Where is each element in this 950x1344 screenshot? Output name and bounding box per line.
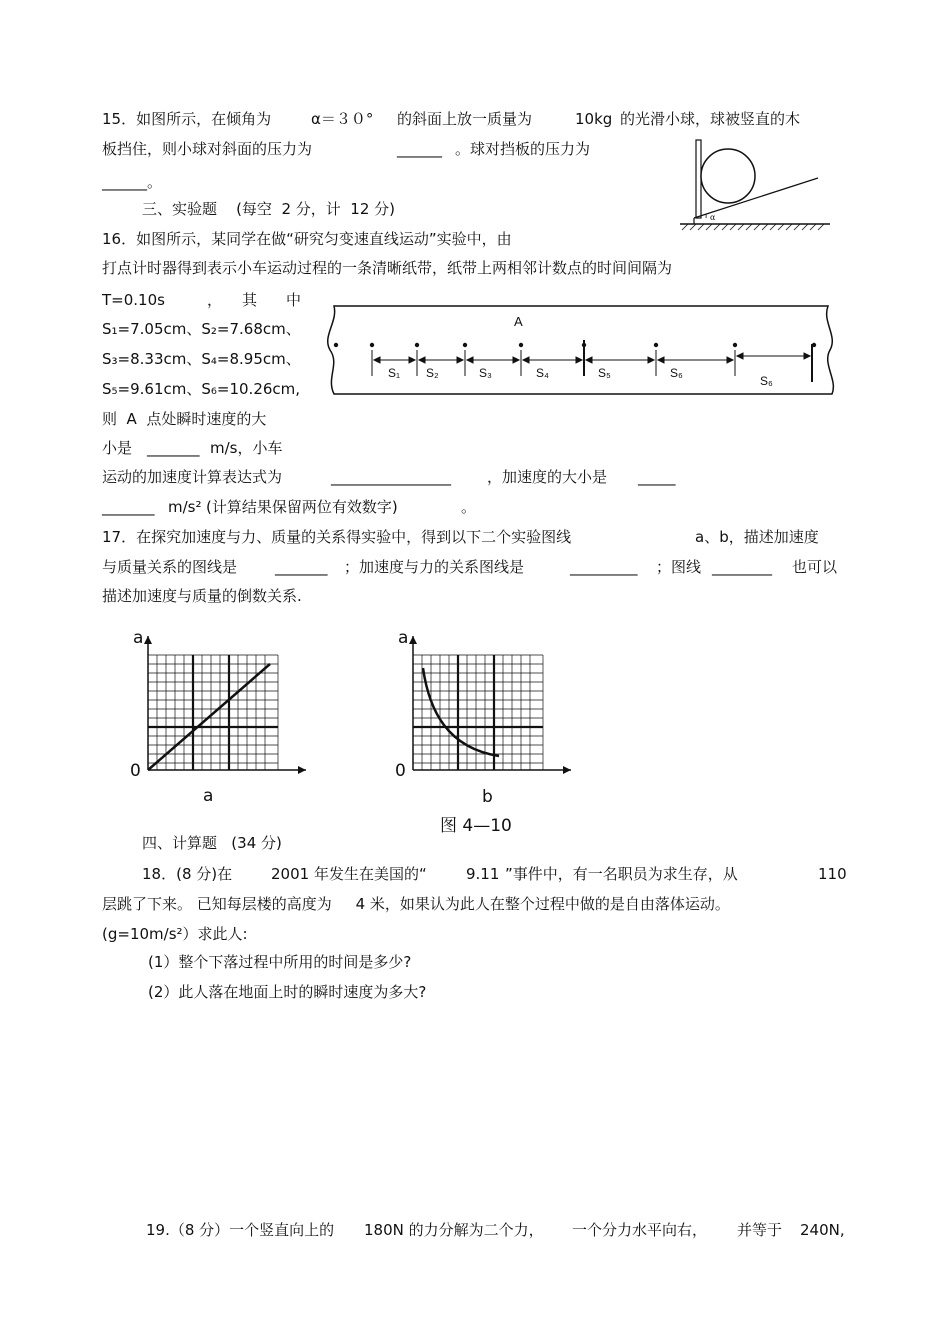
ground-hatching (682, 224, 824, 230)
q16-s3s4: S₃=8.33cm、S₄=8.95cm、 (102, 350, 301, 368)
q16-blank-expression: ________________ (331, 468, 451, 486)
q16-unit: m/s² (168, 498, 202, 516)
tape-segment-s6-last: S₆ (760, 374, 773, 388)
q18-sub2: (2）此人落在地面上时的瞬时速度为多大? (148, 983, 427, 1001)
q17-line2-c: ；加速度与力的关系图线是 (344, 558, 525, 576)
q16-blank-velocity: _______ (147, 439, 200, 457)
q16-period-end: 。 (461, 498, 477, 516)
q17-line1-a: 17．在探究加速度与力、质量的关系得实验中，得到以下二个实验图线 (102, 528, 572, 546)
q19-line1-e: 240N, (800, 1221, 845, 1239)
tape-segment-s3: S₃ (479, 366, 492, 380)
graph-b (403, 630, 579, 780)
q15-line3: ______。 (102, 173, 163, 191)
q15-blank1: ______ (397, 140, 442, 158)
q16-line2: 打点计时器得到表示小车运动过程的一条清晰纸带，纸带上两相邻计数点的时间间隔为 (102, 259, 673, 277)
q15-line1-a: 15．如图所示，在倾角为 (102, 110, 272, 128)
q17-line1-b: a、b，描述加速度 (695, 528, 819, 546)
q18-line2: 层跳了下来。 已知每层楼的高度为 4 米，如果认为此人在整个过程中做的是自由落体运动。 (102, 895, 730, 913)
q15-line2-a: 板挡住，则小球对斜面的压力为 (102, 140, 313, 158)
q17-blank-reciprocal: ________ (712, 558, 772, 576)
q16-zhong: 中 (286, 291, 302, 309)
q16-period: T=0.10s (102, 291, 165, 309)
q18-line3: (g=10m/s²）求此人: (102, 925, 248, 943)
tape-segment-s1: S₁ (388, 366, 401, 380)
q16-line8-a: 小是 (102, 439, 133, 457)
q18-911: 9.11 (466, 865, 500, 883)
q17-line2-g: 也可以 (792, 558, 838, 576)
tape-segment-s4: S₄ (536, 366, 549, 380)
q16-line8-c: m/s，小车 (210, 439, 283, 457)
q15-line1-c: 的斜面上放一质量为 (397, 110, 533, 128)
q19-line1-a: 19.（8 分）一个竖直向上的 (146, 1221, 335, 1239)
q19-line1-c: 一个分力水平向右， (572, 1221, 708, 1239)
q16-line9-c: ，加速度的大小是 (487, 468, 608, 486)
graph-a-caption: a (203, 786, 214, 806)
q17-line2-a: 与质量关系的图线是 (102, 558, 238, 576)
q18-line1-d: ”事件中，有一名职员为求生存，从 (505, 865, 738, 883)
q17-blank-mass: _______ (275, 558, 328, 576)
graph-a (138, 630, 314, 780)
graph-b-major-lines (413, 655, 543, 770)
q19-line1-d: 并等于 (737, 1221, 783, 1239)
graph-b-caption: b (482, 787, 493, 807)
incline-ball-figure (672, 134, 832, 236)
graph-b-curve (423, 668, 499, 756)
graph-a-ylabel: a (133, 628, 144, 648)
q15-line1-e: 的光滑小球，球被竖直的木 (620, 110, 801, 128)
q16-s1s2: S₁=7.05cm、S₂=7.68cm、 (102, 320, 301, 338)
tape-outline (328, 306, 834, 394)
tape-segment-s2: S₂ (426, 366, 439, 380)
q16-line1: 16．如图所示，某同学在做“研究匀变速直线运动”实验中，由 (102, 230, 512, 248)
q16-line9-a: 运动的加速度计算表达式为 (102, 468, 283, 486)
q18-line1-a: 18．(8 分)在 (142, 865, 233, 883)
section4-heading: 四、计算题 (34 分) (142, 834, 282, 852)
angle-alpha-label: α (710, 213, 716, 222)
q15-angle: α＝３０° (311, 110, 374, 128)
q17-line3: 描述加速度与质量的倒数关系. (102, 587, 302, 605)
q16-line7: 则 A 点处瞬时速度的大 (102, 410, 267, 428)
tape-segment-s5: S₅ (598, 366, 611, 380)
q16-blank-accel-2: _______ (102, 498, 155, 516)
q18-line1-b: 2001 年发生在美国的“ (271, 865, 427, 883)
section3-heading: 三、实验题 (每空 2 分，计 12 分) (142, 200, 396, 218)
q18-sub1: (1）整个下落过程中所用的时间是多少? (148, 953, 412, 971)
q16-blank-accel-1: _____ (638, 468, 676, 486)
graph-b-origin: 0 (395, 761, 406, 781)
q19-line1-b: 180N 的力分解为二个力， (364, 1221, 544, 1239)
tape-segment-s6: S₆ (670, 366, 683, 380)
q17-blank-force: _________ (570, 558, 638, 576)
q17-line2-e: ；图线 (656, 558, 702, 576)
ticker-tape-figure (318, 302, 850, 400)
tape-label-a: A (514, 314, 523, 329)
q15-line2-c: 。球对挡板的压力为 (455, 140, 591, 158)
q16-comma: ， (207, 291, 223, 309)
q18-floors: 110 (818, 865, 847, 883)
figure-caption: 图 4—10 (440, 816, 512, 836)
q16-note: (计算结果保留两位有效数字) (206, 498, 398, 516)
graph-b-grid (413, 655, 543, 770)
ball (701, 149, 755, 203)
q16-qi: 其 (242, 291, 258, 309)
q15-mass: 10kg (575, 110, 613, 128)
graph-b-ylabel: a (398, 628, 409, 648)
graph-a-origin: 0 (130, 761, 141, 781)
q16-s5s6: S₅=9.61cm、S₆=10.26cm, (102, 380, 301, 398)
vertical-board (696, 140, 701, 218)
